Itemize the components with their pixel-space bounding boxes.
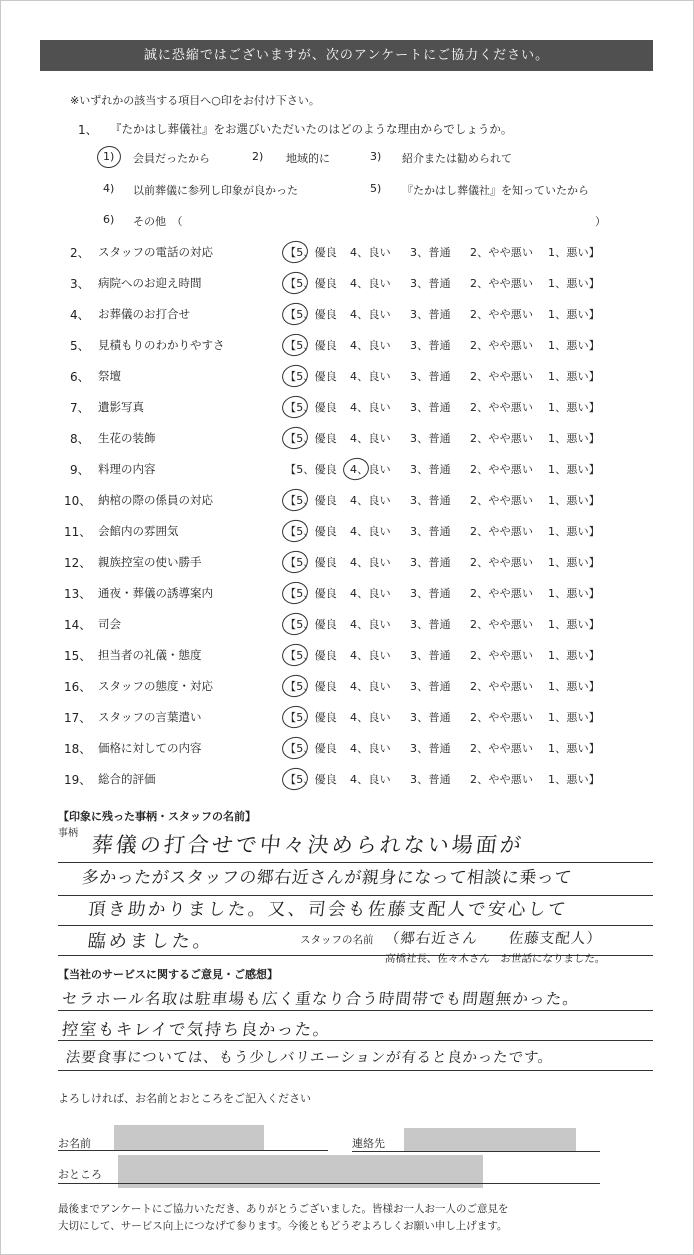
staff-names: （郷右近さん 佐藤支配人） xyxy=(384,931,603,947)
scale-option-4: 4、良い xyxy=(350,432,391,445)
selection-circle xyxy=(280,580,310,607)
contact-label: 連絡先 xyxy=(352,1137,385,1150)
scale-option-1: 1、悪い】 xyxy=(548,773,600,786)
scale-option-3: 3、普通 xyxy=(410,494,451,507)
selection-circle xyxy=(280,673,310,700)
scale-option-1: 1、悪い】 xyxy=(548,308,600,321)
selection-circle xyxy=(280,332,310,359)
scale-option-2: 2、やや悪い xyxy=(470,494,534,507)
scale-option-4: 4、良い xyxy=(350,463,391,476)
selection-circle xyxy=(280,518,310,545)
ruled-line xyxy=(58,1010,653,1011)
question-number: 10、 xyxy=(64,494,92,508)
scale-option-3: 3、普通 xyxy=(410,432,451,445)
scale-option-4: 4、良い xyxy=(350,742,391,755)
scale-option-4: 4、良い xyxy=(350,649,391,662)
service-line-1: セラホール名取は駐車場も広く重なり合う時間帯でも問題無かった。 xyxy=(60,990,581,1008)
scale-option-2: 2、やや悪い xyxy=(470,680,534,693)
scale-option-5: 【5、優良 xyxy=(285,556,337,569)
scale-option-4: 4、良い xyxy=(350,711,391,724)
scale-option-4: 4、良い xyxy=(350,401,391,414)
question-label: お葬儀のお打合せ xyxy=(98,307,190,321)
scale-option-5: 【5、優良 xyxy=(285,277,337,290)
ruled-line xyxy=(58,1040,653,1041)
scale-option-1: 1、悪い】 xyxy=(548,277,600,290)
question-label: 病院へのお迎え時間 xyxy=(98,276,202,290)
ruled-line xyxy=(58,1070,653,1071)
impression-line-1: 葬儀の打合せで中々決められない場面が xyxy=(90,833,526,857)
scale-option-2: 2、やや悪い xyxy=(470,339,534,352)
selection-circle xyxy=(280,394,310,421)
question-number: 16、 xyxy=(64,680,92,694)
q1-option-2: 地域的に xyxy=(286,152,330,165)
contact-redaction xyxy=(404,1128,576,1152)
selection-circle xyxy=(280,549,310,576)
scale-option-1: 1、悪い】 xyxy=(548,525,600,538)
q1-option-2-num: 2) xyxy=(252,150,264,163)
scale-option-1: 1、悪い】 xyxy=(548,370,600,383)
question-label: 料理の内容 xyxy=(98,462,156,476)
scale-option-5: 【5、優良 xyxy=(285,494,337,507)
ruled-line xyxy=(58,1183,600,1184)
question-label: スタッフの電話の対応 xyxy=(98,245,213,259)
selection-circle xyxy=(280,239,310,266)
question-number: 3、 xyxy=(70,277,90,291)
scale-option-1: 1、悪い】 xyxy=(548,432,600,445)
q1-question: 『たかはし葬儀社』をお選びいただいたのはどのような理由からでしょうか。 xyxy=(110,122,513,136)
scale-option-3: 3、普通 xyxy=(410,246,451,259)
question-number: 4、 xyxy=(70,308,90,322)
scale-option-2: 2、やや悪い xyxy=(470,556,534,569)
scale-option-1: 1、悪い】 xyxy=(548,401,600,414)
q1-number: 1、 xyxy=(78,123,98,137)
scale-option-3: 3、普通 xyxy=(410,649,451,662)
scale-option-3: 3、普通 xyxy=(410,308,451,321)
selection-circle xyxy=(280,704,310,731)
q1-option-1-num: 1) xyxy=(103,150,115,163)
scale-option-5: 【5、優良 xyxy=(285,711,337,724)
question-number: 18、 xyxy=(64,742,92,756)
ruled-line xyxy=(58,925,653,926)
scale-option-5: 【5、優良 xyxy=(285,742,337,755)
scale-option-5: 【5、優良 xyxy=(285,773,337,786)
q1-option-3-num: 3) xyxy=(370,150,382,163)
scale-option-1: 1、悪い】 xyxy=(548,618,600,631)
selection-circle xyxy=(341,456,371,483)
scale-option-3: 3、普通 xyxy=(410,742,451,755)
scale-option-4: 4、良い xyxy=(350,525,391,538)
selection-circle xyxy=(280,642,310,669)
ruled-line xyxy=(58,1150,328,1151)
scale-option-3: 3、普通 xyxy=(410,401,451,414)
scale-option-5: 【5、優良 xyxy=(285,618,337,631)
question-label: 遺影写真 xyxy=(98,400,144,414)
selection-circle xyxy=(280,611,310,638)
scale-option-5: 【5、優良 xyxy=(285,339,337,352)
selection-circle xyxy=(280,363,310,390)
question-number: 11、 xyxy=(64,525,92,539)
question-label: 司会 xyxy=(98,617,121,631)
scale-option-5: 【5、優良 xyxy=(285,432,337,445)
staff-name-label: スタッフの名前 xyxy=(300,934,374,946)
question-number: 9、 xyxy=(70,463,90,477)
question-number: 19、 xyxy=(64,773,92,787)
scale-option-4: 4、良い xyxy=(350,618,391,631)
question-number: 6、 xyxy=(70,370,90,384)
q1-option-5-num: 5) xyxy=(370,182,382,195)
impression-line-2: 多かったがスタッフの郷右近さんが親身になって相談に乗って xyxy=(80,868,573,888)
scale-option-2: 2、やや悪い xyxy=(470,649,534,662)
question-label: 担当者の礼儀・態度 xyxy=(98,648,202,662)
scale-option-4: 4、良い xyxy=(350,308,391,321)
impression-subtitle: 事柄 xyxy=(58,828,78,839)
instruction-text: ※いずれかの該当する項目へ○印をお付け下さい。 xyxy=(70,94,320,107)
scale-option-1: 1、悪い】 xyxy=(548,339,600,352)
scale-option-2: 2、やや悪い xyxy=(470,463,534,476)
q1-option-6-num: 6) xyxy=(103,213,115,226)
scale-option-3: 3、普通 xyxy=(410,370,451,383)
question-number: 8、 xyxy=(70,432,90,446)
scale-option-5: 【5、優良 xyxy=(285,308,337,321)
scale-option-3: 3、普通 xyxy=(410,463,451,476)
question-label: 価格に対しての内容 xyxy=(98,741,202,755)
scale-option-1: 1、悪い】 xyxy=(548,711,600,724)
footer-line-1: 最後までアンケートにご協力いただき、ありがとうございました。皆様お一人お一人のご意見を xyxy=(58,1203,509,1215)
question-label: 通夜・葬儀の誘導案内 xyxy=(98,586,213,600)
scale-option-1: 1、悪い】 xyxy=(548,587,600,600)
scale-option-2: 2、やや悪い xyxy=(470,711,534,724)
question-number: 15、 xyxy=(64,649,92,663)
scale-option-4: 4、良い xyxy=(350,556,391,569)
q1-option-6-close: ） xyxy=(595,215,606,228)
scale-option-1: 1、悪い】 xyxy=(548,556,600,569)
scale-option-5: 【5、優良 xyxy=(285,649,337,662)
selection-circle xyxy=(280,425,310,452)
scale-option-2: 2、やや悪い xyxy=(470,525,534,538)
scale-option-5: 【5、優良 xyxy=(285,587,337,600)
question-label: 総合的評価 xyxy=(98,772,156,786)
scale-option-3: 3、普通 xyxy=(410,277,451,290)
question-number: 2、 xyxy=(70,246,90,260)
question-label: 祭壇 xyxy=(98,369,121,383)
scale-option-3: 3、普通 xyxy=(410,773,451,786)
question-label: 生花の装飾 xyxy=(98,431,156,445)
scale-option-5: 【5、優良 xyxy=(285,246,337,259)
scale-option-4: 4、良い xyxy=(350,246,391,259)
scale-option-2: 2、やや悪い xyxy=(470,773,534,786)
scale-option-2: 2、やや悪い xyxy=(470,432,534,445)
service-line-3: 法要食事については、もう少しバリエーションが有ると良かったです。 xyxy=(65,1050,554,1066)
name-label: お名前 xyxy=(58,1137,91,1150)
scale-option-4: 4、良い xyxy=(350,277,391,290)
question-label: 会館内の雰囲気 xyxy=(98,524,179,538)
ruled-line xyxy=(352,1151,600,1152)
name-redaction xyxy=(114,1125,264,1150)
question-label: 見積もりのわかりやすさ xyxy=(98,338,225,352)
selection-circle xyxy=(95,144,123,171)
scale-option-4: 4、良い xyxy=(350,494,391,507)
question-number: 13、 xyxy=(64,587,92,601)
scale-option-2: 2、やや悪い xyxy=(470,401,534,414)
scale-option-1: 1、悪い】 xyxy=(548,680,600,693)
question-number: 12、 xyxy=(64,556,92,570)
scale-option-1: 1、悪い】 xyxy=(548,649,600,662)
scale-option-3: 3、普通 xyxy=(410,680,451,693)
footer-line-2: 大切にして、サービス向上につなげて参ります。今後ともどうぞよろしくお願い申し上げます。 xyxy=(58,1220,508,1232)
selection-circle xyxy=(280,735,310,762)
q1-option-5: 『たかはし葬儀社』を知っていたから xyxy=(402,184,589,197)
scale-option-2: 2、やや悪い xyxy=(470,246,534,259)
question-label: 親族控室の使い勝手 xyxy=(98,555,202,569)
contact-prompt: よろしければ、お名前とおところをご記入ください xyxy=(58,1092,311,1105)
scale-option-4: 4、良い xyxy=(350,587,391,600)
q1-option-6: その他 （ xyxy=(133,215,183,228)
scale-option-5: 【5、優良 xyxy=(285,401,337,414)
scale-option-1: 1、悪い】 xyxy=(548,742,600,755)
scale-option-3: 3、普通 xyxy=(410,587,451,600)
scale-option-1: 1、悪い】 xyxy=(548,494,600,507)
scale-option-3: 3、普通 xyxy=(410,711,451,724)
scale-option-2: 2、やや悪い xyxy=(470,587,534,600)
question-label: スタッフの態度・対応 xyxy=(98,679,213,693)
scale-option-5: 【5、優良 xyxy=(285,370,337,383)
question-number: 7、 xyxy=(70,401,90,415)
staff-extra-names: 高橋社長、佐々木さん お世話になりました。 xyxy=(384,953,607,965)
impression-line-4: 臨めました。 xyxy=(86,931,215,952)
scale-option-2: 2、やや悪い xyxy=(470,742,534,755)
question-label: 納棺の際の係員の対応 xyxy=(98,493,213,507)
question-label: スタッフの言葉遣い xyxy=(98,710,202,724)
scale-option-3: 3、普通 xyxy=(410,556,451,569)
question-number: 5、 xyxy=(70,339,90,353)
selection-circle xyxy=(280,270,310,297)
scale-option-1: 1、悪い】 xyxy=(548,246,600,259)
scale-option-3: 3、普通 xyxy=(410,525,451,538)
scale-option-4: 4、良い xyxy=(350,339,391,352)
selection-circle xyxy=(280,301,310,328)
q1-option-1: 会員だったから xyxy=(133,152,210,165)
scale-option-4: 4、良い xyxy=(350,773,391,786)
q1-option-4-num: 4) xyxy=(103,182,115,195)
selection-circle xyxy=(280,487,310,514)
question-number: 17、 xyxy=(64,711,92,725)
scale-option-4: 4、良い xyxy=(350,370,391,383)
scale-option-1: 1、悪い】 xyxy=(548,463,600,476)
impression-title: 【印象に残った事柄・スタッフの名前】 xyxy=(58,810,256,823)
scale-option-3: 3、普通 xyxy=(410,618,451,631)
question-number: 14、 xyxy=(64,618,92,632)
q1-option-3: 紹介または勧められて xyxy=(402,152,512,165)
scale-option-2: 2、やや悪い xyxy=(470,370,534,383)
scale-option-3: 3、普通 xyxy=(410,339,451,352)
scale-option-4: 4、良い xyxy=(350,680,391,693)
service-title: 【当社のサービスに関するご意見・ご感想】 xyxy=(58,968,278,981)
scale-option-2: 2、やや悪い xyxy=(470,618,534,631)
address-label: おところ xyxy=(58,1168,102,1181)
scale-option-5: 【5、優良 xyxy=(285,525,337,538)
scale-option-2: 2、やや悪い xyxy=(470,308,534,321)
survey-banner: 誠に恐縮ではございますが、次のアンケートにご協力ください。 xyxy=(40,40,653,71)
impression-line-3: 頂き助かりました。又、司会も佐藤支配人で安心して xyxy=(86,900,569,920)
q1-option-4: 以前葬儀に参列し印象が良かった xyxy=(133,184,298,197)
scale-option-2: 2、やや悪い xyxy=(470,277,534,290)
scale-option-5: 【5、優良 xyxy=(285,680,337,693)
selection-circle xyxy=(280,766,310,793)
service-line-2: 控室もキレイで気持ち良かった。 xyxy=(60,1020,332,1039)
scale-option-5: 【5、優良 xyxy=(285,463,337,476)
